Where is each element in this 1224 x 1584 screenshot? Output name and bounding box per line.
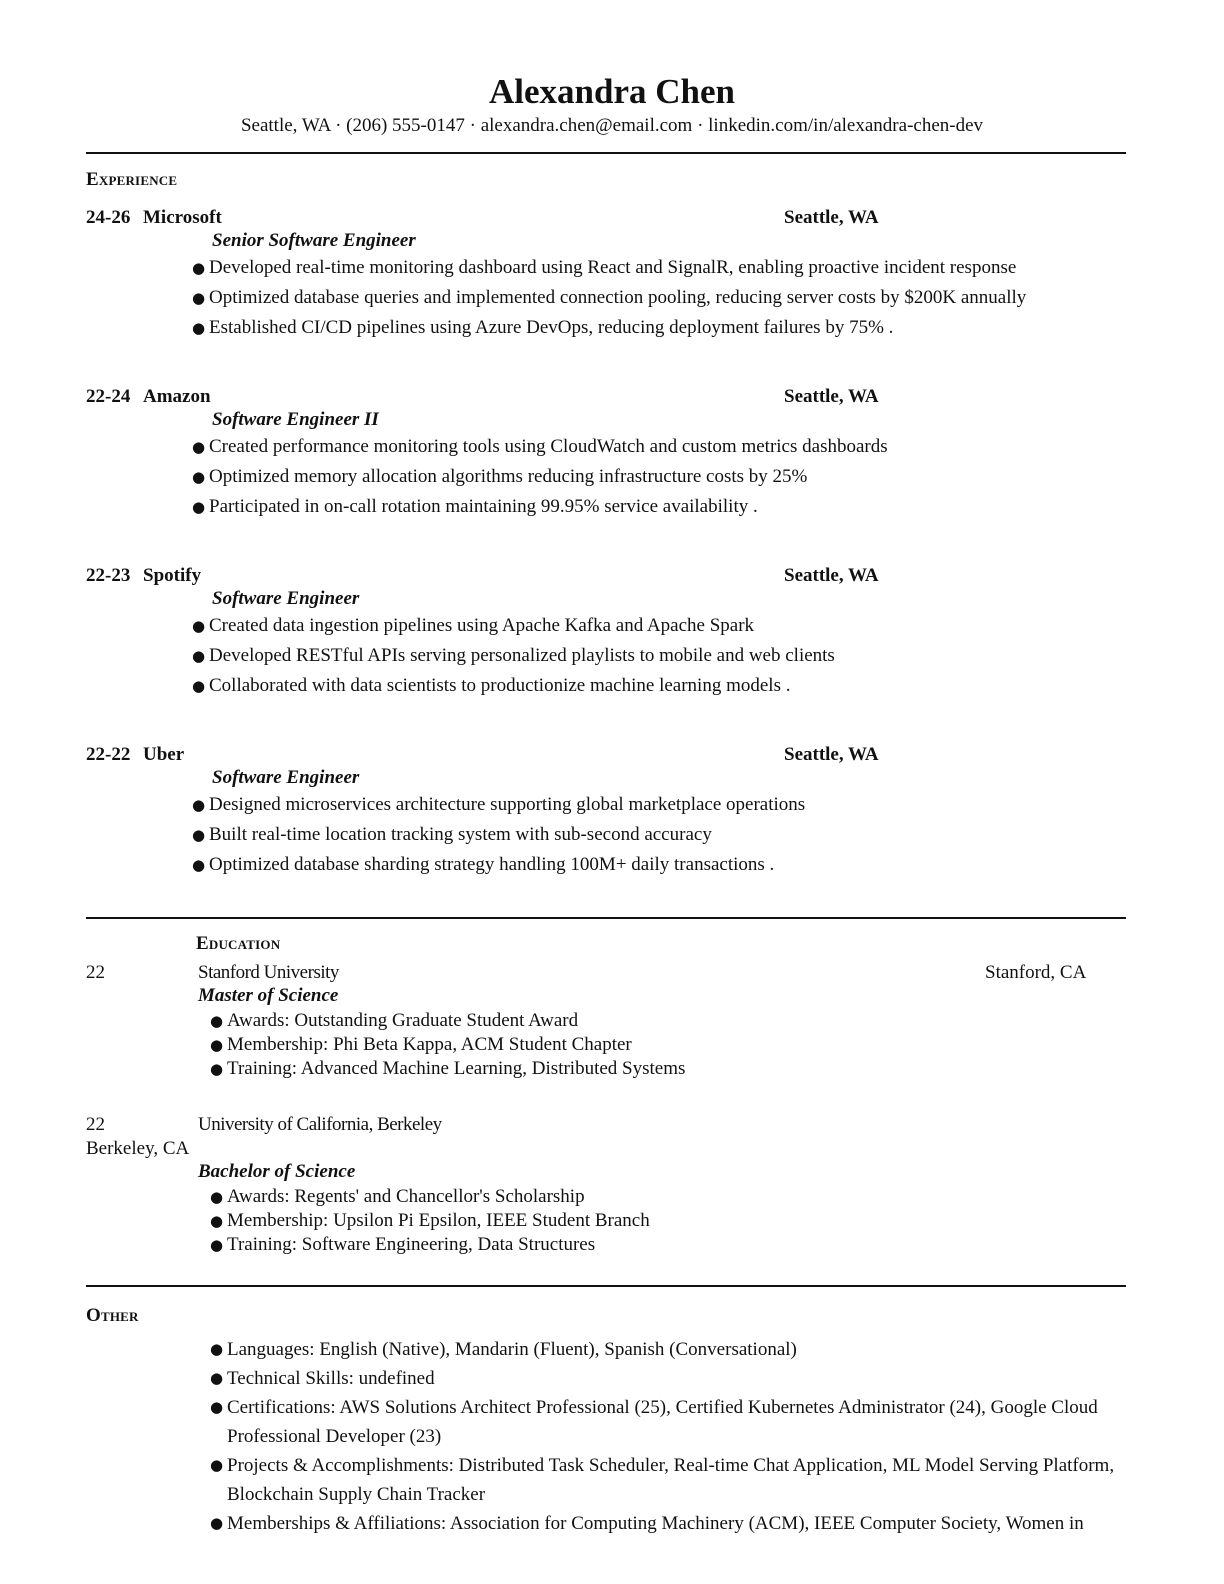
divider [86, 152, 1126, 154]
list-item: ● Created performance monitoring tools using CloudWatch and custom metrics dashboards [192, 432, 1112, 462]
divider [86, 917, 1126, 919]
job-location: Seattle, WA [784, 386, 879, 407]
education-bullets [210, 1009, 685, 1081]
job-title: Software Engineer [212, 588, 360, 609]
list-item: ● Technical Skills: undefined [210, 1364, 1130, 1393]
list-item: ● Languages: English (Native), Mandarin (Fluent), Spanish (Conversational) [210, 1335, 1130, 1364]
experience-entry [86, 743, 1126, 913]
education-year: 22 [86, 962, 105, 983]
job-title: Senior Software Engineer [212, 230, 416, 251]
list-item: ● Awards: Regents' and Chancellor's Scholarship [210, 1186, 585, 1207]
bullet-icon: ● [210, 1236, 224, 1254]
list-item: ● Participated in on-call rotation maintaining 99.95% service availability . [192, 492, 1112, 522]
bullet-icon: ● [210, 1012, 224, 1030]
bullet-icon: ● [210, 1060, 224, 1078]
education-location: Stanford, CA [985, 962, 1087, 983]
list-item: ● Certifications: AWS Solutions Architect Professional (25), Certified Kubernetes Administrator (24), Google Cloud Professional Developer (23) [210, 1393, 1130, 1451]
job-company: Amazon [143, 386, 211, 407]
bullet-icon: ● [192, 498, 206, 516]
bullet-icon: ● [192, 259, 206, 277]
list-item: ● Collaborated with data scientists to productionize machine learning models . [192, 671, 1112, 701]
resume-name: Alexandra Chen [489, 72, 735, 111]
list-item: ● Created data ingestion pipelines using Apache Kafka and Apache Spark [192, 611, 1112, 641]
bullet-icon: ● [210, 1340, 224, 1358]
list-item: ● Training: Software Engineering, Data Structures [210, 1234, 596, 1255]
list-item: ● Projects & Accomplishments: Distributed Task Scheduler, Real-time Chat Application, ML Model Serving Platform, Blockchain Supply Chain Tracker [210, 1451, 1130, 1509]
list-item: ● Built real-time location tracking system with sub-second accuracy [192, 820, 1112, 850]
list-item: ● Developed real-time monitoring dashboard using React and SignalR, enabling proactive incident response [192, 253, 1112, 283]
list-item: ● Optimized memory allocation algorithms reducing infrastructure costs by 25% [192, 462, 1112, 492]
list-item: ● Membership: Phi Beta Kappa, ACM Student Chapter [210, 1034, 632, 1055]
education-year: 22 [86, 1114, 105, 1135]
bullet-icon: ● [210, 1456, 224, 1474]
job-title: Software Engineer II [212, 409, 379, 430]
list-item: ● Membership: Upsilon Pi Epsilon, IEEE Student Branch [210, 1210, 650, 1231]
job-bullets [192, 790, 1112, 880]
bullet-icon: ● [192, 856, 206, 874]
education-entry [86, 1113, 1126, 1258]
bullet-icon: ● [192, 677, 206, 695]
job-location: Seattle, WA [784, 565, 879, 586]
bullet-icon: ● [192, 826, 206, 844]
section-title-other: Other [86, 1305, 139, 1326]
contact-line: Seattle, WA · (206) 555-0147 · alexandra.chen@email.com · linkedin.com/in/alexandra-chen-dev [240, 115, 984, 136]
job-bullets [192, 253, 1112, 343]
job-company: Spotify [143, 565, 202, 586]
job-company: Uber [143, 744, 185, 765]
education-degree: Master of Science [198, 985, 339, 1006]
job-bullets [192, 432, 1112, 522]
experience-entry [86, 385, 1126, 555]
experience-entry [86, 206, 1126, 376]
bullet-icon: ● [192, 647, 206, 665]
job-dates: 22-23 [86, 565, 131, 586]
list-item: ● Designed microservices architecture supporting global marketplace operations [192, 790, 1112, 820]
divider [86, 1285, 1126, 1287]
education-school: Stanford University [198, 962, 339, 983]
job-dates: 22-24 [86, 386, 131, 407]
list-item: ● Training: Advanced Machine Learning, Distributed Systems [210, 1058, 686, 1079]
list-item: ● Developed RESTful APIs serving personalized playlists to mobile and web clients [192, 641, 1112, 671]
list-item: ● Established CI/CD pipelines using Azure DevOps, reducing deployment failures by 75% . [192, 313, 1112, 343]
list-item: ● Memberships & Affiliations: Association for Computing Machinery (ACM), IEEE Computer Society, Women in [210, 1509, 1130, 1538]
job-dates: 24-26 [86, 207, 131, 228]
bullet-icon: ● [210, 1369, 224, 1387]
bullet-icon: ● [210, 1188, 224, 1206]
job-location: Seattle, WA [784, 744, 879, 765]
bullet-icon: ● [192, 796, 206, 814]
experience-entry [86, 564, 1126, 734]
bullet-icon: ● [210, 1212, 224, 1230]
list-item: ● Optimized database queries and implemented connection pooling, reducing server costs by $200K annually [192, 283, 1112, 313]
job-title: Software Engineer [212, 767, 360, 788]
section-title-experience: Experience [86, 169, 178, 190]
section-title-education: Education [196, 933, 281, 954]
education-degree: Bachelor of Science [198, 1161, 356, 1182]
bullet-icon: ● [210, 1036, 224, 1054]
bullet-icon: ● [192, 438, 206, 456]
bullet-icon: ● [192, 289, 206, 307]
job-dates: 22-22 [86, 744, 131, 765]
bullet-icon: ● [210, 1514, 224, 1532]
other-list [210, 1335, 1130, 1538]
bullet-icon: ● [192, 617, 206, 635]
education-school: University of California, Berkeley [198, 1114, 442, 1135]
bullet-icon: ● [192, 468, 206, 486]
job-company: Microsoft [143, 207, 222, 228]
job-bullets [192, 611, 1112, 701]
education-bullets [210, 1185, 650, 1257]
list-item: ● Optimized database sharding strategy handling 100M+ daily transactions . [192, 850, 1112, 880]
bullet-icon: ● [210, 1398, 224, 1416]
education-entry [86, 961, 1126, 1081]
job-location: Seattle, WA [784, 207, 879, 228]
bullet-icon: ● [192, 319, 206, 337]
list-item: ● Awards: Outstanding Graduate Student Award [210, 1010, 579, 1031]
education-location: Berkeley, CA [86, 1138, 190, 1159]
